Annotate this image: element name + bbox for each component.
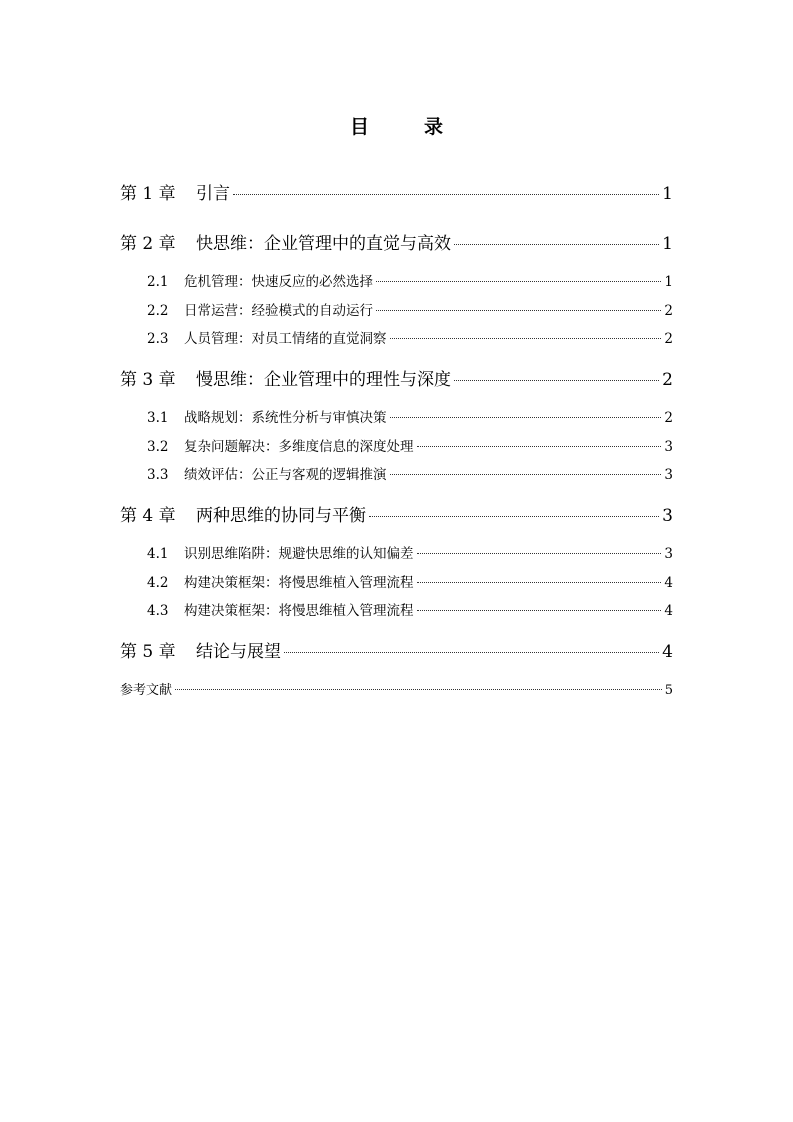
toc-entry-section-3-2[interactable] [120,435,673,455]
toc-entry-section-4-3[interactable] [120,599,673,619]
entry-number: 3.2 [147,439,169,455]
entry-page: 3 [664,439,673,455]
dot-leader [369,516,659,517]
entry-page: 3 [664,546,673,562]
entry-page: 2 [662,370,673,390]
entry-number: 4.3 [147,603,169,619]
entry-title: 慢思维：企业管理中的理性与深度 [196,370,451,390]
toc-entry-references[interactable] [120,679,673,698]
toc-entry-section-2-2[interactable] [120,299,673,319]
entry-number: 第 3 章 [120,370,176,390]
entry-number: 2.3 [147,331,169,347]
entry-page: 2 [664,331,673,347]
dot-leader [454,244,659,245]
entry-page: 3 [664,467,673,483]
entry-number: 3.1 [147,410,169,426]
entry-title: 参考文献 [120,683,173,698]
toc-entry-chapter-1[interactable] [120,179,673,204]
dot-leader [376,281,661,282]
toc-entry-chapter-3[interactable] [120,365,673,390]
entry-title: 日常运营：经验模式的自动运行 [184,303,373,319]
toc-entry-section-2-3[interactable] [120,327,673,347]
toc-entry-chapter-2[interactable] [120,229,673,254]
toc-entry-section-3-3[interactable] [120,463,673,483]
entry-title: 两种思维的协同与平衡 [196,506,366,526]
entry-page: 1 [662,234,673,254]
entry-title: 人员管理：对员工情绪的直觉洞察 [184,331,387,347]
entry-page: 2 [664,303,673,319]
entry-number: 4.2 [147,575,169,591]
dot-leader [417,446,662,447]
entry-number: 3.3 [147,467,169,483]
entry-number: 第 5 章 [120,642,176,662]
entry-page: 4 [662,642,673,662]
dot-leader [417,610,662,611]
toc-entry-section-2-1[interactable] [120,270,673,290]
toc-entry-chapter-4[interactable] [120,501,673,526]
entry-page: 5 [664,683,673,698]
entry-page: 2 [664,410,673,426]
entry-title: 构建决策框架：将慢思维植入管理流程 [184,575,414,591]
entry-title: 构建决策框架：将慢思维植入管理流程 [184,603,414,619]
entry-title: 战略规划：系统性分析与审慎决策 [184,410,387,426]
entry-title: 绩效评估：公正与客观的逻辑推演 [184,467,387,483]
dot-leader [454,380,659,381]
dot-leader [233,194,659,195]
entry-title: 引言 [196,184,230,204]
entry-number: 2.1 [147,274,169,290]
entry-title: 复杂问题解决：多维度信息的深度处理 [184,439,414,455]
toc-entry-chapter-5[interactable] [120,637,673,662]
entry-number: 2.2 [147,303,169,319]
toc-entry-section-4-2[interactable] [120,571,673,591]
entry-number: 4.1 [147,546,169,562]
dot-leader [175,689,662,690]
dot-leader [284,652,659,653]
entry-page: 1 [664,274,673,290]
entry-page: 4 [664,575,673,591]
dot-leader [390,417,662,418]
entry-title: 识别思维陷阱：规避快思维的认知偏差 [184,546,414,562]
entry-page: 4 [664,603,673,619]
dot-leader [376,310,661,311]
entry-number: 第 4 章 [120,506,176,526]
dot-leader [390,338,662,339]
entry-title: 快思维：企业管理中的直觉与高效 [196,234,451,254]
toc-title: 目 录 [349,116,461,138]
entry-page: 3 [662,506,673,526]
entry-number: 第 1 章 [120,184,176,204]
entry-title: 危机管理：快速反应的必然选择 [184,274,373,290]
dot-leader [417,582,662,583]
dot-leader [390,474,662,475]
toc-entry-section-4-1[interactable] [120,542,673,562]
entry-number: 第 2 章 [120,234,176,254]
dot-leader [417,553,662,554]
toc-entry-section-3-1[interactable] [120,406,673,426]
entry-page: 1 [662,184,673,204]
entry-title: 结论与展望 [196,642,281,662]
